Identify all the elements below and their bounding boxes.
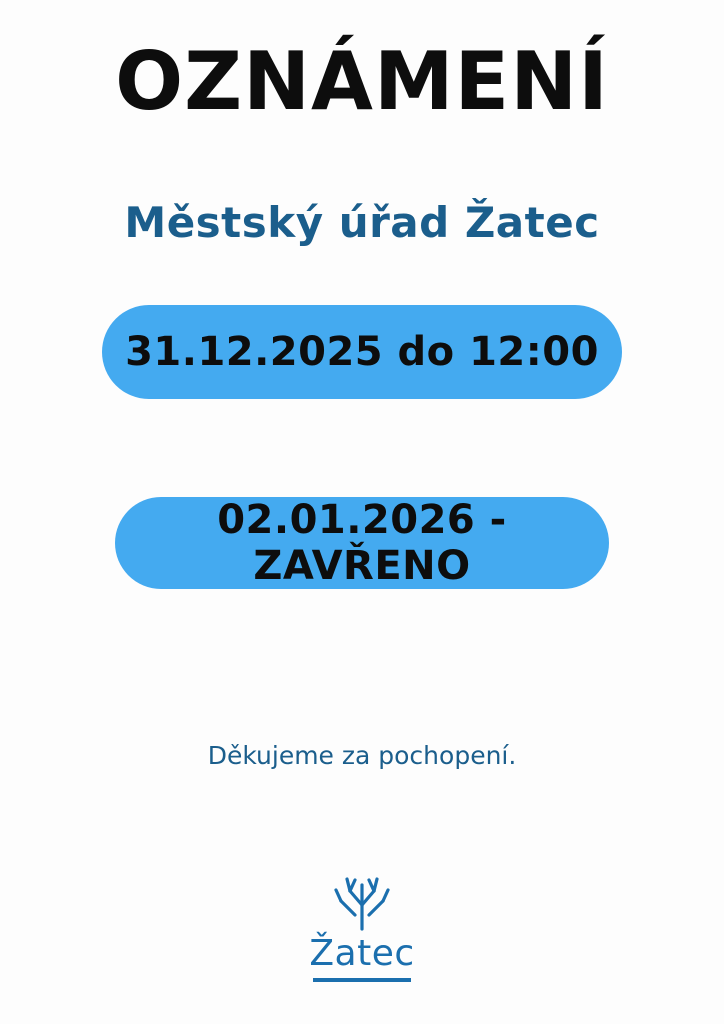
closing-note: Děkujeme za pochopení. — [207, 741, 517, 770]
city-logo — [0, 875, 724, 982]
notice-badge-1: 31.12.2025 do 12:00 — [102, 305, 622, 399]
zatec-hop-plant-icon — [319, 875, 405, 931]
office-name: Městský úřad Žatec — [124, 198, 600, 247]
notice-row-1 — [0, 247, 724, 399]
logo-underline — [313, 978, 411, 982]
notice-badge-2: 02.01.2026 - ZAVŘENO — [115, 497, 609, 589]
page-title: OZNÁMENÍ — [115, 35, 609, 128]
city-logo-label: Žatec — [309, 933, 415, 974]
notice-row-2 — [0, 399, 724, 589]
